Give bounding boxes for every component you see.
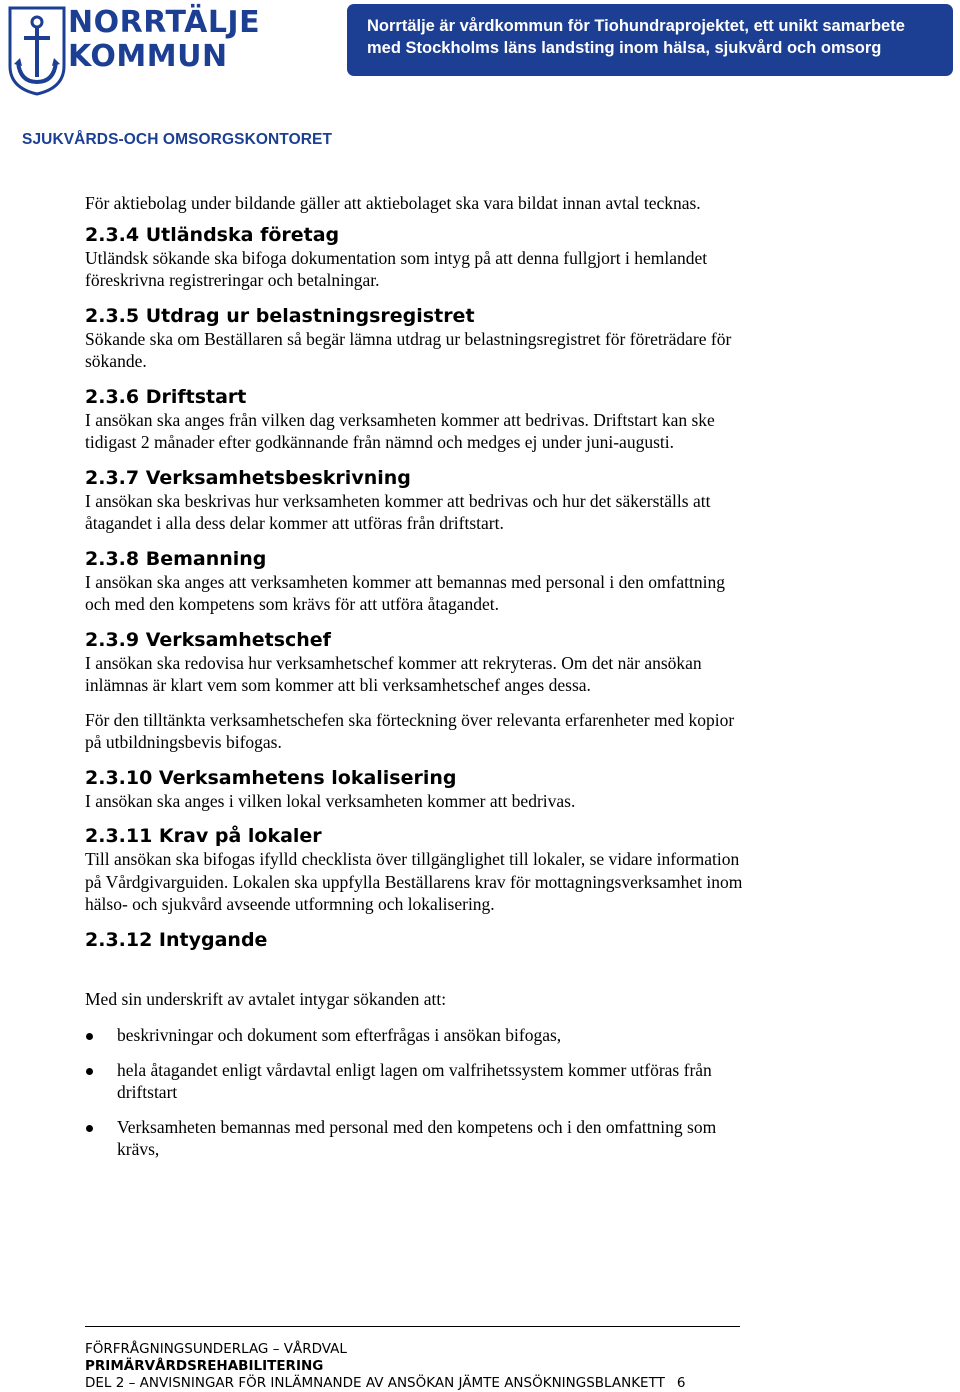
section-paragraph: I ansökan ska beskrivas hur verksamheten kommer att bedrivas och hur det säkerställs att åtagandet i alla dess delar kommer att utföras från driftstart.: [85, 490, 711, 533]
footer-document-part: DEL 2 – ANVISNINGAR FÖR INLÄMNANDE AV ANSÖKAN JÄMTE ANSÖKNINGSBLANKETT: [85, 1375, 665, 1391]
section-heading: 2.3.9 Verksamhetschef: [85, 628, 331, 651]
section-paragraph: För den tilltänkta verksamhetschefen ska förteckning över relevanta erfarenheter med kopior på utbildningsbevis bifogas.: [85, 709, 735, 752]
intygande-list: [85, 1024, 745, 1161]
list-item: [85, 1024, 745, 1047]
section-paragraph: I ansökan ska anges att verksamheten kommer att bemannas med personal i den omfattning och med den kompetens som krävs för att utföra åtagandet.: [85, 571, 726, 614]
footer-divider: [85, 1326, 740, 1327]
section-heading: 2.3.11 Krav på lokaler: [85, 825, 322, 847]
bullet-icon: [86, 1068, 93, 1075]
list-item-text: hela åtagandet enligt vårdavtal enligt lagen om valfrihetssystem kommer utföras från driftstart: [117, 1059, 712, 1102]
section-paragraph: I ansökan ska anges från vilken dag verksamheten kommer att bedrivas. Driftstart kan ske tidigast 2 månader efter godkännande från nämnd och medges ej under juni-augusti.: [85, 409, 715, 452]
footer-line-1: FÖRFRÅGNINGSUNDERLAG – VÅRDVAL: [85, 1341, 347, 1357]
intro-paragraph: För aktiebolag under bildande gäller att aktiebolaget ska vara bildat innan avtal tecknas.: [85, 193, 701, 213]
section-heading: 2.3.5 Utdrag ur belastningsregistret: [85, 304, 475, 327]
document-body: [85, 192, 745, 1173]
section-paragraph: Sökande ska om Beställaren så begär lämna utdrag ur belastningsregistret för företrädare för sökande.: [85, 328, 732, 371]
bullet-icon: [86, 1033, 93, 1040]
header-banner: Norrtälje är vårdkommun för Tiohundraprojektet, ett unikt samarbete med Stockholms läns landsting inom hälsa, sjukvård och omsorg: [347, 4, 953, 76]
list-item-text: beskrivningar och dokument som efterfrågas i ansökan bifogas,: [117, 1025, 562, 1045]
bullet-icon: [86, 1125, 93, 1132]
intygande-lead: Med sin underskrift av avtalet intygar sökanden att:: [85, 988, 447, 1009]
section-paragraph: I ansökan ska anges i vilken lokal verksamheten kommer att bedrivas.: [85, 790, 576, 811]
section-heading: 2.3.6 Driftstart: [85, 385, 247, 408]
section-heading: 2.3.4 Utländska företag: [85, 223, 340, 246]
footer-line-2: PRIMÄRVÅRDSREHABILITERING: [85, 1358, 324, 1374]
list-item: [85, 1116, 745, 1161]
section-heading: 2.3.12 Intygande: [85, 928, 268, 951]
list-item: [85, 1059, 745, 1104]
section-heading: 2.3.10 Verksamhetens lokalisering: [85, 766, 457, 789]
page-number: 6: [676, 1375, 686, 1391]
logo-wordmark: NORRTÄLJE KOMMUN: [68, 5, 261, 74]
section-paragraph: Utländsk sökande ska bifoga dokumentation som intyg på att denna fullgjort i hemlandet föreskrivna registreringar och betalningar.: [85, 247, 708, 290]
list-item-text: Verksamheten bemannas med personal med den kompetens och i den omfattning som krävs,: [117, 1116, 717, 1159]
page-header: [0, 0, 960, 100]
page-footer: [85, 1341, 685, 1392]
section-paragraph: I ansökan ska redovisa hur verksamhetschef kommer att rekryteras. Om det när ansökan inlämnas är klart vem som kommer att bli verksamhetschef anges dessa.: [85, 652, 702, 695]
office-name: SJUKVÅRDS-OCH OMSORGSKONTORET: [22, 131, 333, 148]
section-paragraph: Till ansökan ska bifogas ifylld checklista över tillgänglighet till lokaler, se vidare information på Vårdgivarguiden. Lokalen ska uppfylla Beställarens krav för mottagningsverksamhet inom hälso- och sjukvård avseende utformning och lokalisering.: [85, 849, 743, 914]
section-heading: 2.3.8 Bemanning: [85, 547, 267, 570]
section-heading: 2.3.7 Verksamhetsbeskrivning: [85, 466, 411, 489]
footer-line-3: [85, 1375, 685, 1392]
